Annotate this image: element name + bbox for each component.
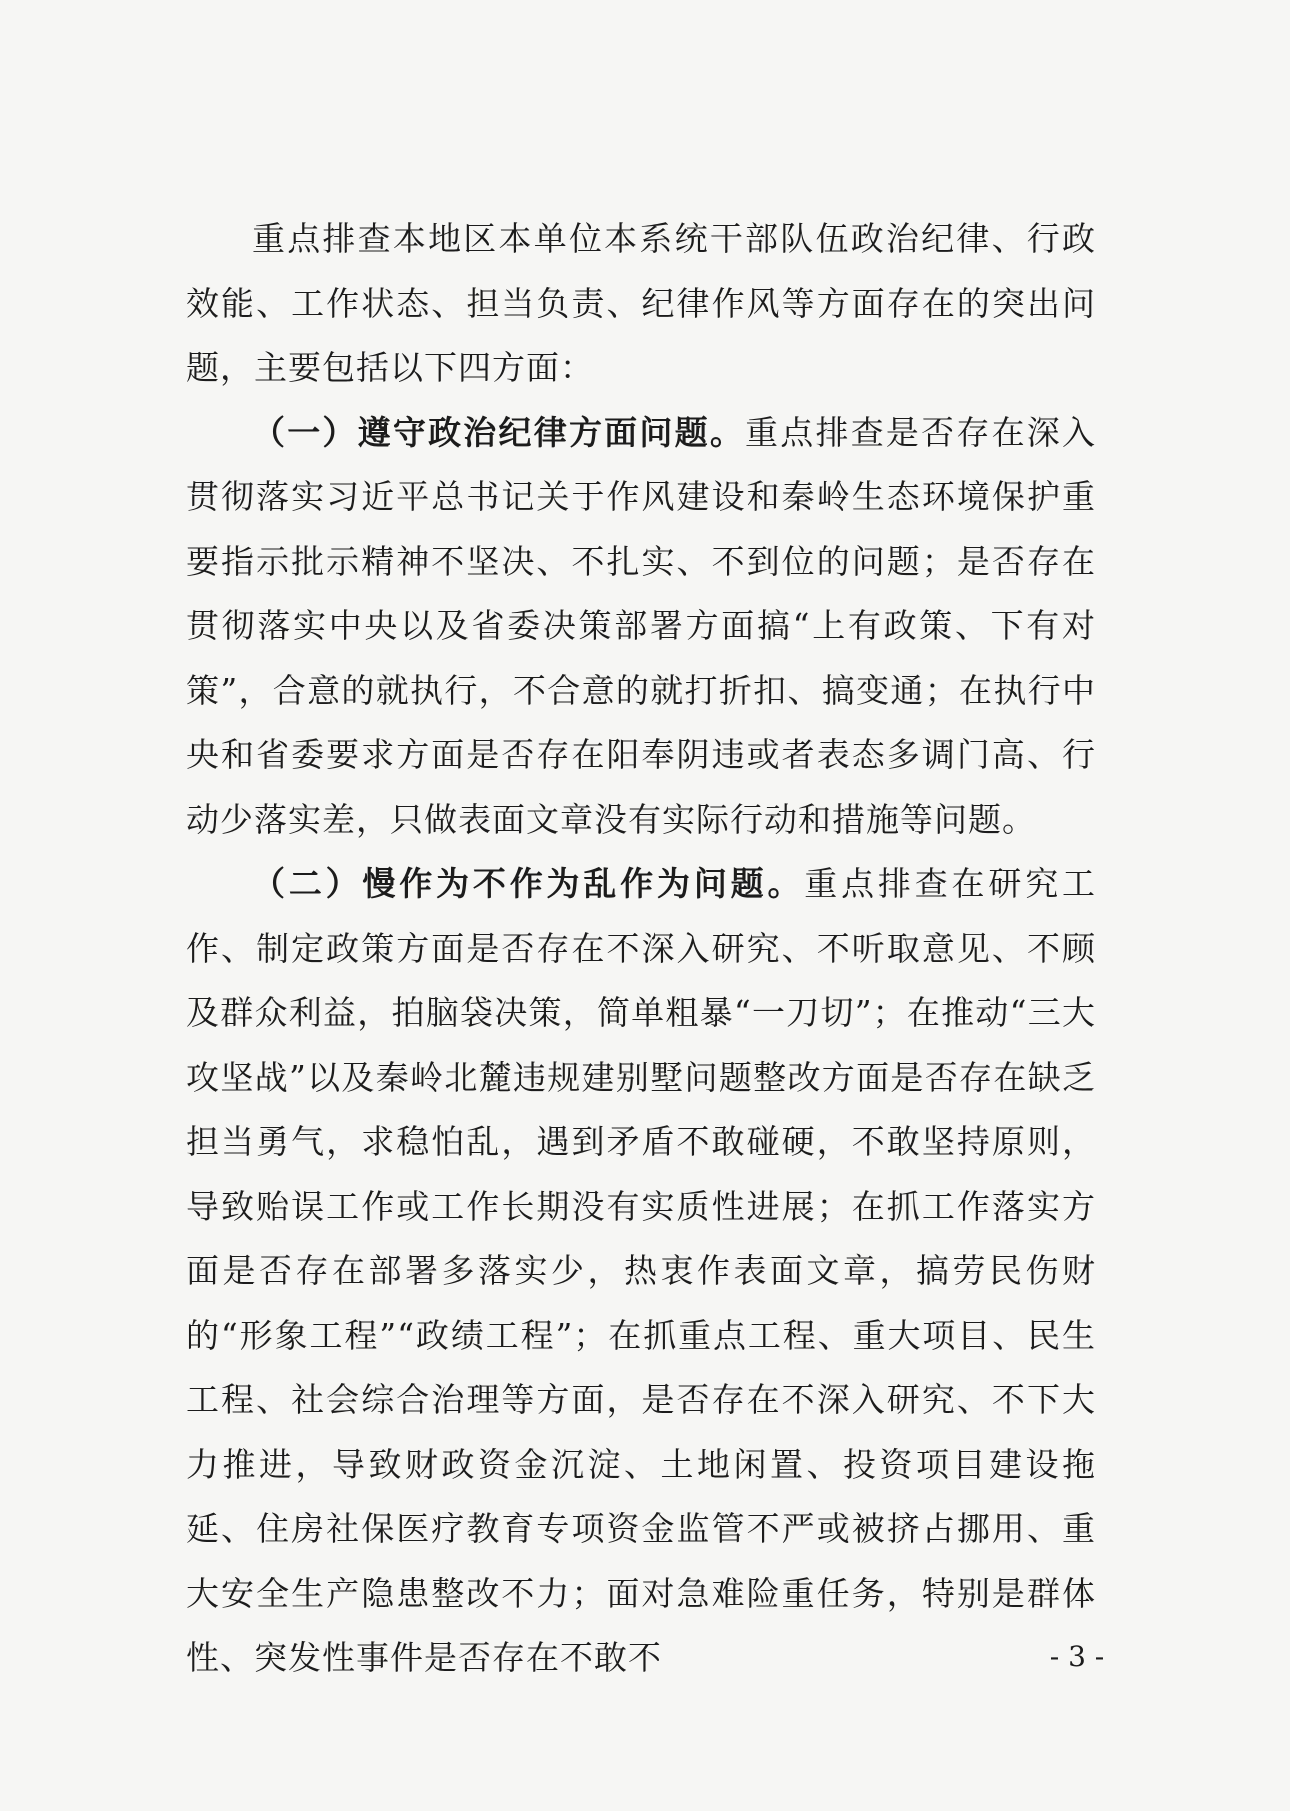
section-heading-inaction: （二）慢作为不作为乱作为问题。	[252, 864, 805, 903]
section-heading-political-discipline: （一）遵守政治纪律方面问题。	[252, 412, 746, 452]
document-body	[186, 207, 1096, 1691]
paragraph-political-discipline	[186, 401, 1096, 853]
paragraph-inaction	[186, 852, 1096, 1691]
paragraph-political-discipline-text: 重点排查是否存在深入贯彻落实习近平总书记关于作风建设和秦岭生态环境保护重要指示批示精神不坚决、不扎实、不到位的问题；是否存在贯彻落实中央以及省委决策部署方面搞“上有政策、下有对策”，合意的就执行，不合意的就打折扣、搞变通；在执行中央和省委要求方面是否存在阳奉阴违或者表态多调门高、行动少落实差，只做表面文章没有实际行动和措施等问题。	[186, 412, 1097, 839]
paragraph-inaction-text: 重点排查在研究工作、制定政策方面是否存在不深入研究、不听取意见、不顾及群众利益，拍脑袋决策，简单粗暴“一刀切”；在推动“三大攻坚战”以及秦岭北麓违规建别墅问题整改方面是否存在缺乏担当勇气，求稳怕乱，遇到矛盾不敢碰硬，不敢坚持原则，导致贻误工作或工作长期没有实质性进展；在抓工作落实方面是否存在部署多落实少，热衷作表面文章，搞劳民伤财的“形象工程”“政绩工程”；在抓重点工程、重大项目、民生工程、社会综合治理等方面，是否存在不深入研究、不下大力推进，导致财政资金沉淀、土地闲置、投资项目建设拖延、住房社保医疗教育专项资金监管不严或被挤占挪用、重大安全生产隐患整改不力；面对急难险重任务，特别是群体性、突发性事件是否存在不敢不	[186, 864, 1097, 1677]
paragraph-intro-text: 重点排查本地区本单位本系统干部队伍政治纪律、行政效能、工作状态、担当负责、纪律作风等方面存在的突出问题，主要包括以下四方面：	[186, 219, 1096, 387]
paragraph-intro	[186, 207, 1096, 401]
page-number: - 3 -	[1049, 1640, 1105, 1673]
